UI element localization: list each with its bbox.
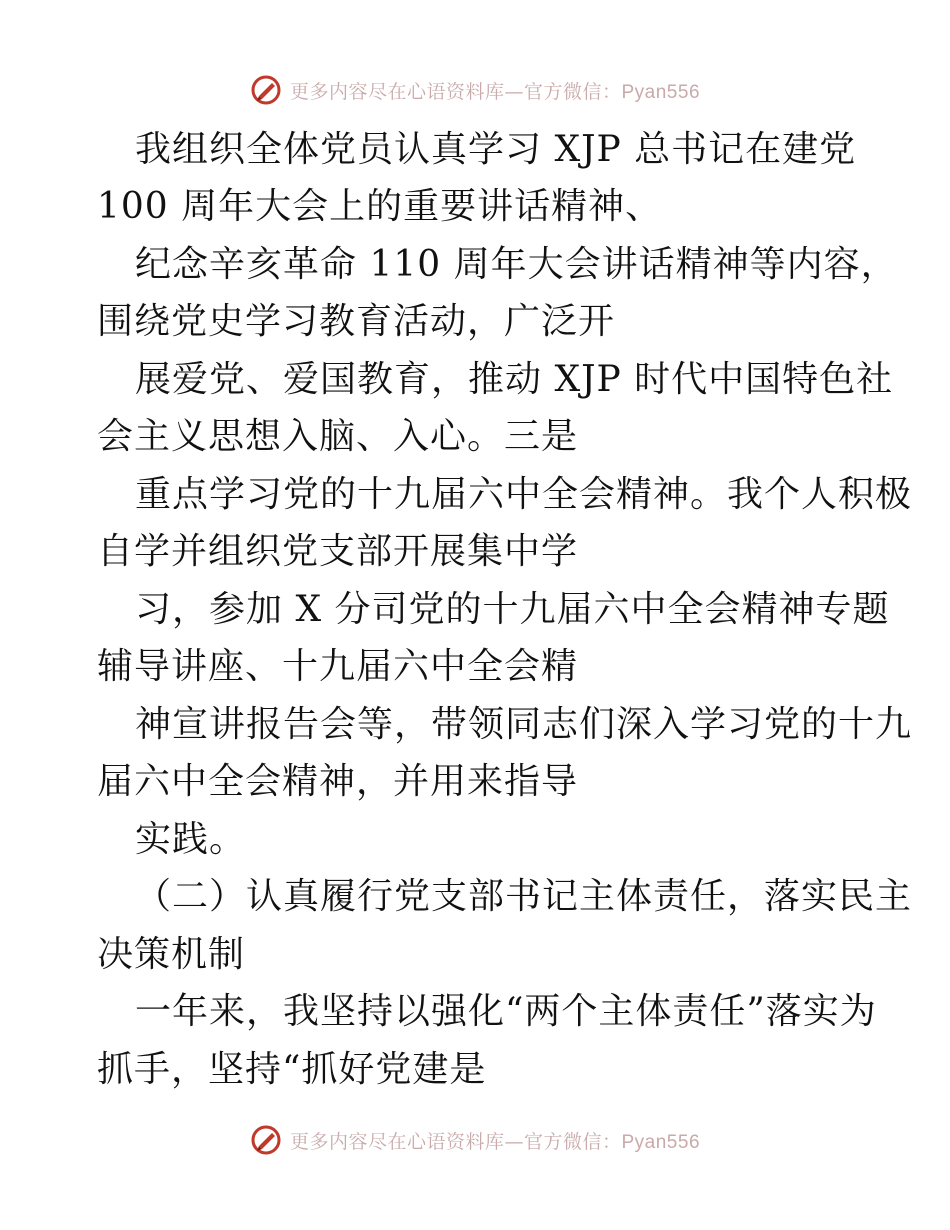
text-line: 届六中全会精神，并用来指导 (97, 761, 579, 802)
section-heading: （二）认真履行党支部书记主体责任，落实民主 (135, 876, 913, 917)
text-line: 我组织全体党员认真学习 XJP 总书记在建党 (135, 129, 857, 170)
pen-logo-icon (250, 74, 282, 106)
text-line: 重点学习党的十九届六中全会精神。我个人积极 (135, 474, 913, 515)
watermark-text: 更多内容尽在心语资料库—官方微信： (289, 80, 622, 103)
pen-logo-icon (250, 1124, 282, 1156)
text-line: 自学并组织党支部开展集中学 (97, 531, 579, 572)
text-line: 围绕党史学习教育活动，广泛开 (97, 301, 616, 342)
watermark-text: 更多内容尽在心语资料库—官方微信： (289, 1130, 622, 1153)
text-line: 习，参加 X 分司党的十九届六中全会精神专题 (135, 589, 890, 630)
text-line: 会主义思想入脑、入心。三是 (97, 416, 579, 457)
text-line: 纪念辛亥革命 110 周年大会讲话精神等内容， (135, 244, 898, 285)
text-line: 一年来，我坚持以强化“两个主体责任”落实为 (135, 991, 877, 1032)
section-heading-continued: 决策机制 (97, 934, 246, 975)
text-line: 辅导讲座、十九届六中全会精 (97, 646, 579, 687)
text-line: 100 周年大会上的重要讲话精神、 (97, 186, 663, 227)
text-line: 展爱党、爱国教育，推动 XJP 时代中国特色社 (135, 359, 894, 400)
header-watermark (0, 70, 950, 110)
text-line: 实践。 (135, 819, 247, 860)
watermark-account: Pyan556 (621, 1131, 701, 1153)
text-line: 抓手，坚持“抓好党建是 (97, 1049, 487, 1090)
text-line: 神宣讲报告会等，带领同志们深入学习党的十九 (135, 704, 913, 745)
watermark-account: Pyan556 (621, 81, 701, 103)
footer-watermark (0, 1120, 950, 1160)
